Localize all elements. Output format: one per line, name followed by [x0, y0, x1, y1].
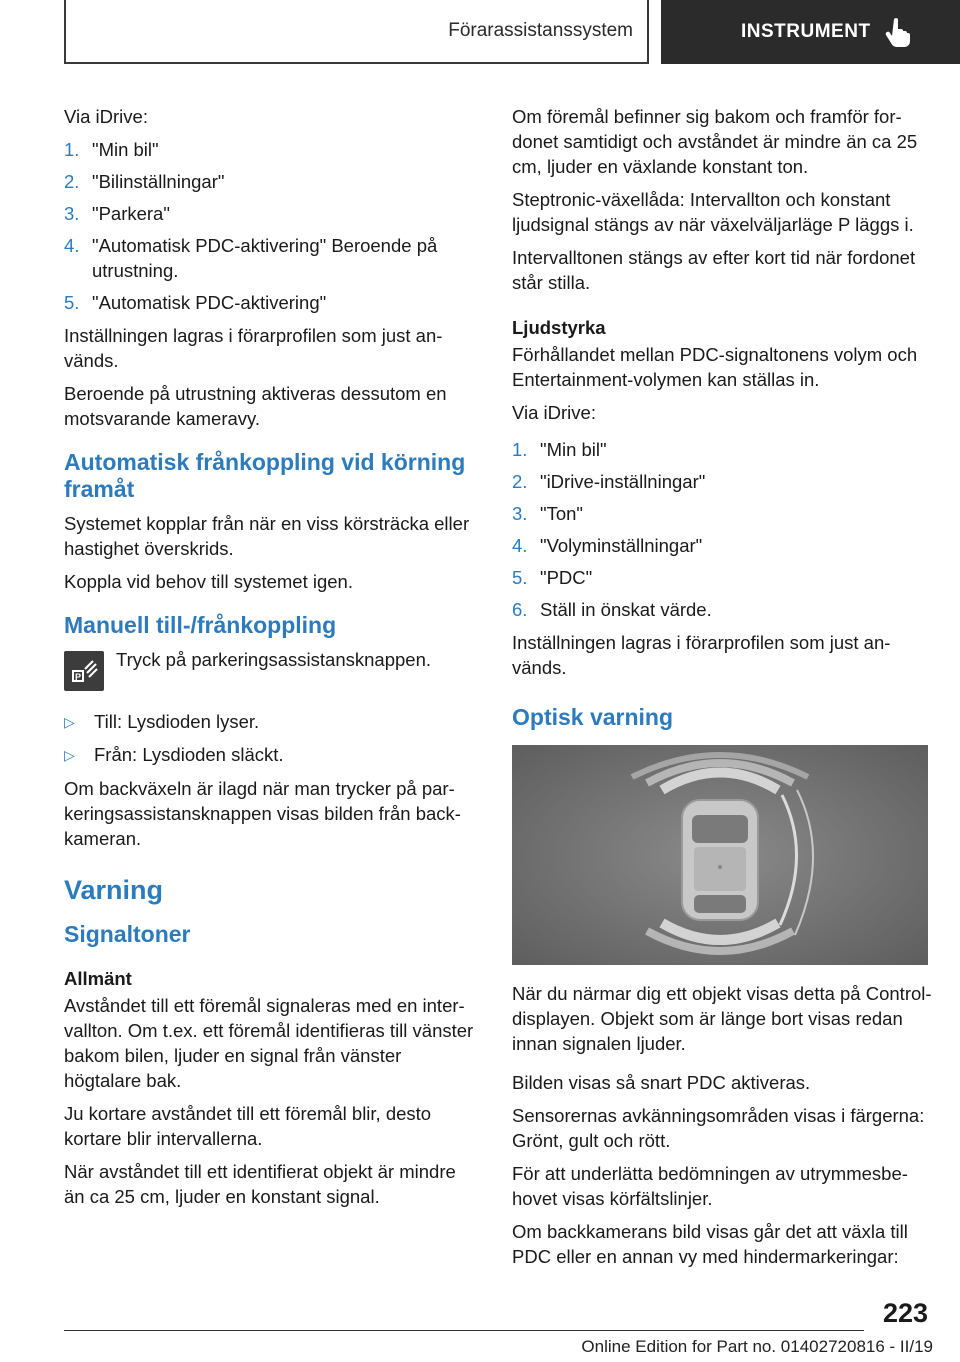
header-section: [64, 0, 649, 64]
manual-instruction: Tryck på parkeringsassistansknappen.: [116, 649, 431, 670]
paragraph: Koppla vid behov till systemet igen.: [64, 571, 353, 592]
svg-text:P: P: [75, 672, 82, 682]
section-title: Förarassistanssystem: [448, 20, 633, 41]
list-item: ▷ Från: Lysdioden släckt.: [64, 742, 480, 768]
parking-sensor-icon: [64, 651, 104, 691]
list-item: 4. "Volyminställningar": [512, 535, 703, 556]
heading-auto-off: Automatisk frånkoppling vid körning framåt: [64, 449, 466, 502]
list-item: 3. "Ton": [512, 503, 583, 524]
right-column: [512, 104, 932, 1277]
heading-volume: Ljudstyrka: [512, 317, 606, 338]
paragraph: Inställningen lagras i förarprofilen som just används.: [512, 632, 891, 678]
pointing-hand-icon: [885, 17, 911, 47]
list-item: 4. "Automatisk PDC-aktivering" Beroende på utrustning.: [64, 235, 438, 281]
page-number: 223: [882, 1298, 928, 1328]
header-chapter: [661, 0, 960, 64]
chapter-title: INSTRUMENT: [741, 21, 871, 42]
triangle-bullet-icon: ▷: [64, 714, 75, 730]
manual-button-row: [64, 647, 480, 691]
list-item: 1. "Min bil": [512, 439, 607, 460]
paragraph: Systemet kopplar från när en viss körsträcka eller hastighet överskrids.: [64, 513, 470, 559]
paragraph: Bilden visas så snart PDC aktiveras.: [512, 1072, 811, 1093]
paragraph: Steptronic-växellåda: Intervallton och konstant ljudsignal stängs av när växelväljarläge P läggs i.: [512, 189, 914, 235]
paragraph: Förhållandet mellan PDC-signaltonens volym och Entertainment-volymen kan ställas in.: [512, 344, 918, 390]
footer-divider: [64, 1330, 864, 1331]
triangle-bullet-icon: ▷: [64, 747, 75, 763]
edition-note: Online Edition for Part no. 01402720816 - II/19: [581, 1337, 933, 1356]
paragraph: För att underlätta bedömningen av utrymmesbehovet visas körfältslinjer.: [512, 1163, 908, 1209]
paragraph: Om backväxeln är ilagd när man trycker på parkeringsassistansknappen visas bilden från backkameran.: [64, 778, 461, 849]
via-idrive-label: Via iDrive:: [64, 106, 148, 127]
heading-signal-tones: Signaltoner: [64, 921, 191, 947]
list-item: 3. "Parkera": [64, 203, 170, 224]
paragraph: När du närmar dig ett objekt visas detta på Control-displayen. Objekt som är länge bort visas redan innan signalen ljuder.: [512, 983, 932, 1054]
pdc-display-image: [512, 745, 928, 965]
paragraph: När avståndet till ett identifierat objekt är mindre än ca 25 cm, ljuder en konstant signal.: [64, 1161, 456, 1207]
list-item: 5. "Automatisk PDC-aktivering": [64, 292, 327, 313]
list-item: ▷ Till: Lysdioden lyser.: [64, 709, 480, 735]
list-item: 5. "PDC": [512, 567, 593, 588]
list-item: 2. "Bilinställningar": [64, 171, 225, 192]
paragraph: Inställningen lagras i förarprofilen som just används.: [64, 325, 443, 371]
paragraph: Om föremål befinner sig bakom och framför fordonet samtidigt och avståndet är mindre än ca 25 cm, ljuder en växlande konstant ton.: [512, 106, 918, 177]
list-item: 2. "iDrive-inställningar": [512, 471, 706, 492]
list-item: 6. Ställ in önskat värde.: [512, 599, 712, 620]
paragraph: Om backkamerans bild visas går det att växla till PDC eller en annan vy med hindermarkeringar:: [512, 1221, 908, 1267]
heading-general: Allmänt: [64, 968, 132, 989]
paragraph: Intervalltonen stängs av efter kort tid när fordonet står stilla.: [512, 247, 916, 293]
steps-list-2: [512, 437, 932, 622]
heading-manual: Manuell till-/frånkoppling: [64, 612, 337, 638]
via-idrive-label: Via iDrive:: [512, 402, 596, 423]
heading-warning: Varning: [64, 875, 164, 905]
left-column: [64, 104, 480, 1217]
steps-list-1: [64, 137, 480, 315]
led-status-list: [64, 709, 480, 768]
paragraph: Sensorernas avkänningsområden visas i färgerna: Grönt, gult och rött.: [512, 1105, 925, 1151]
paragraph: Avståndet till ett föremål signaleras med en intervallton. Om t.ex. ett föremål identifieras till vänster bakom bilen, ljuder en signal från vänster högtalare bak.: [64, 995, 474, 1091]
heading-optical-warning: Optisk varning: [512, 704, 674, 730]
paragraph: Ju kortare avståndet till ett föremål blir, desto kortare blir intervallerna.: [64, 1103, 432, 1149]
paragraph: Beroende på utrustning aktiveras dessutom en motsvarande kameravy.: [64, 383, 447, 429]
list-item: 1. "Min bil": [64, 139, 159, 160]
